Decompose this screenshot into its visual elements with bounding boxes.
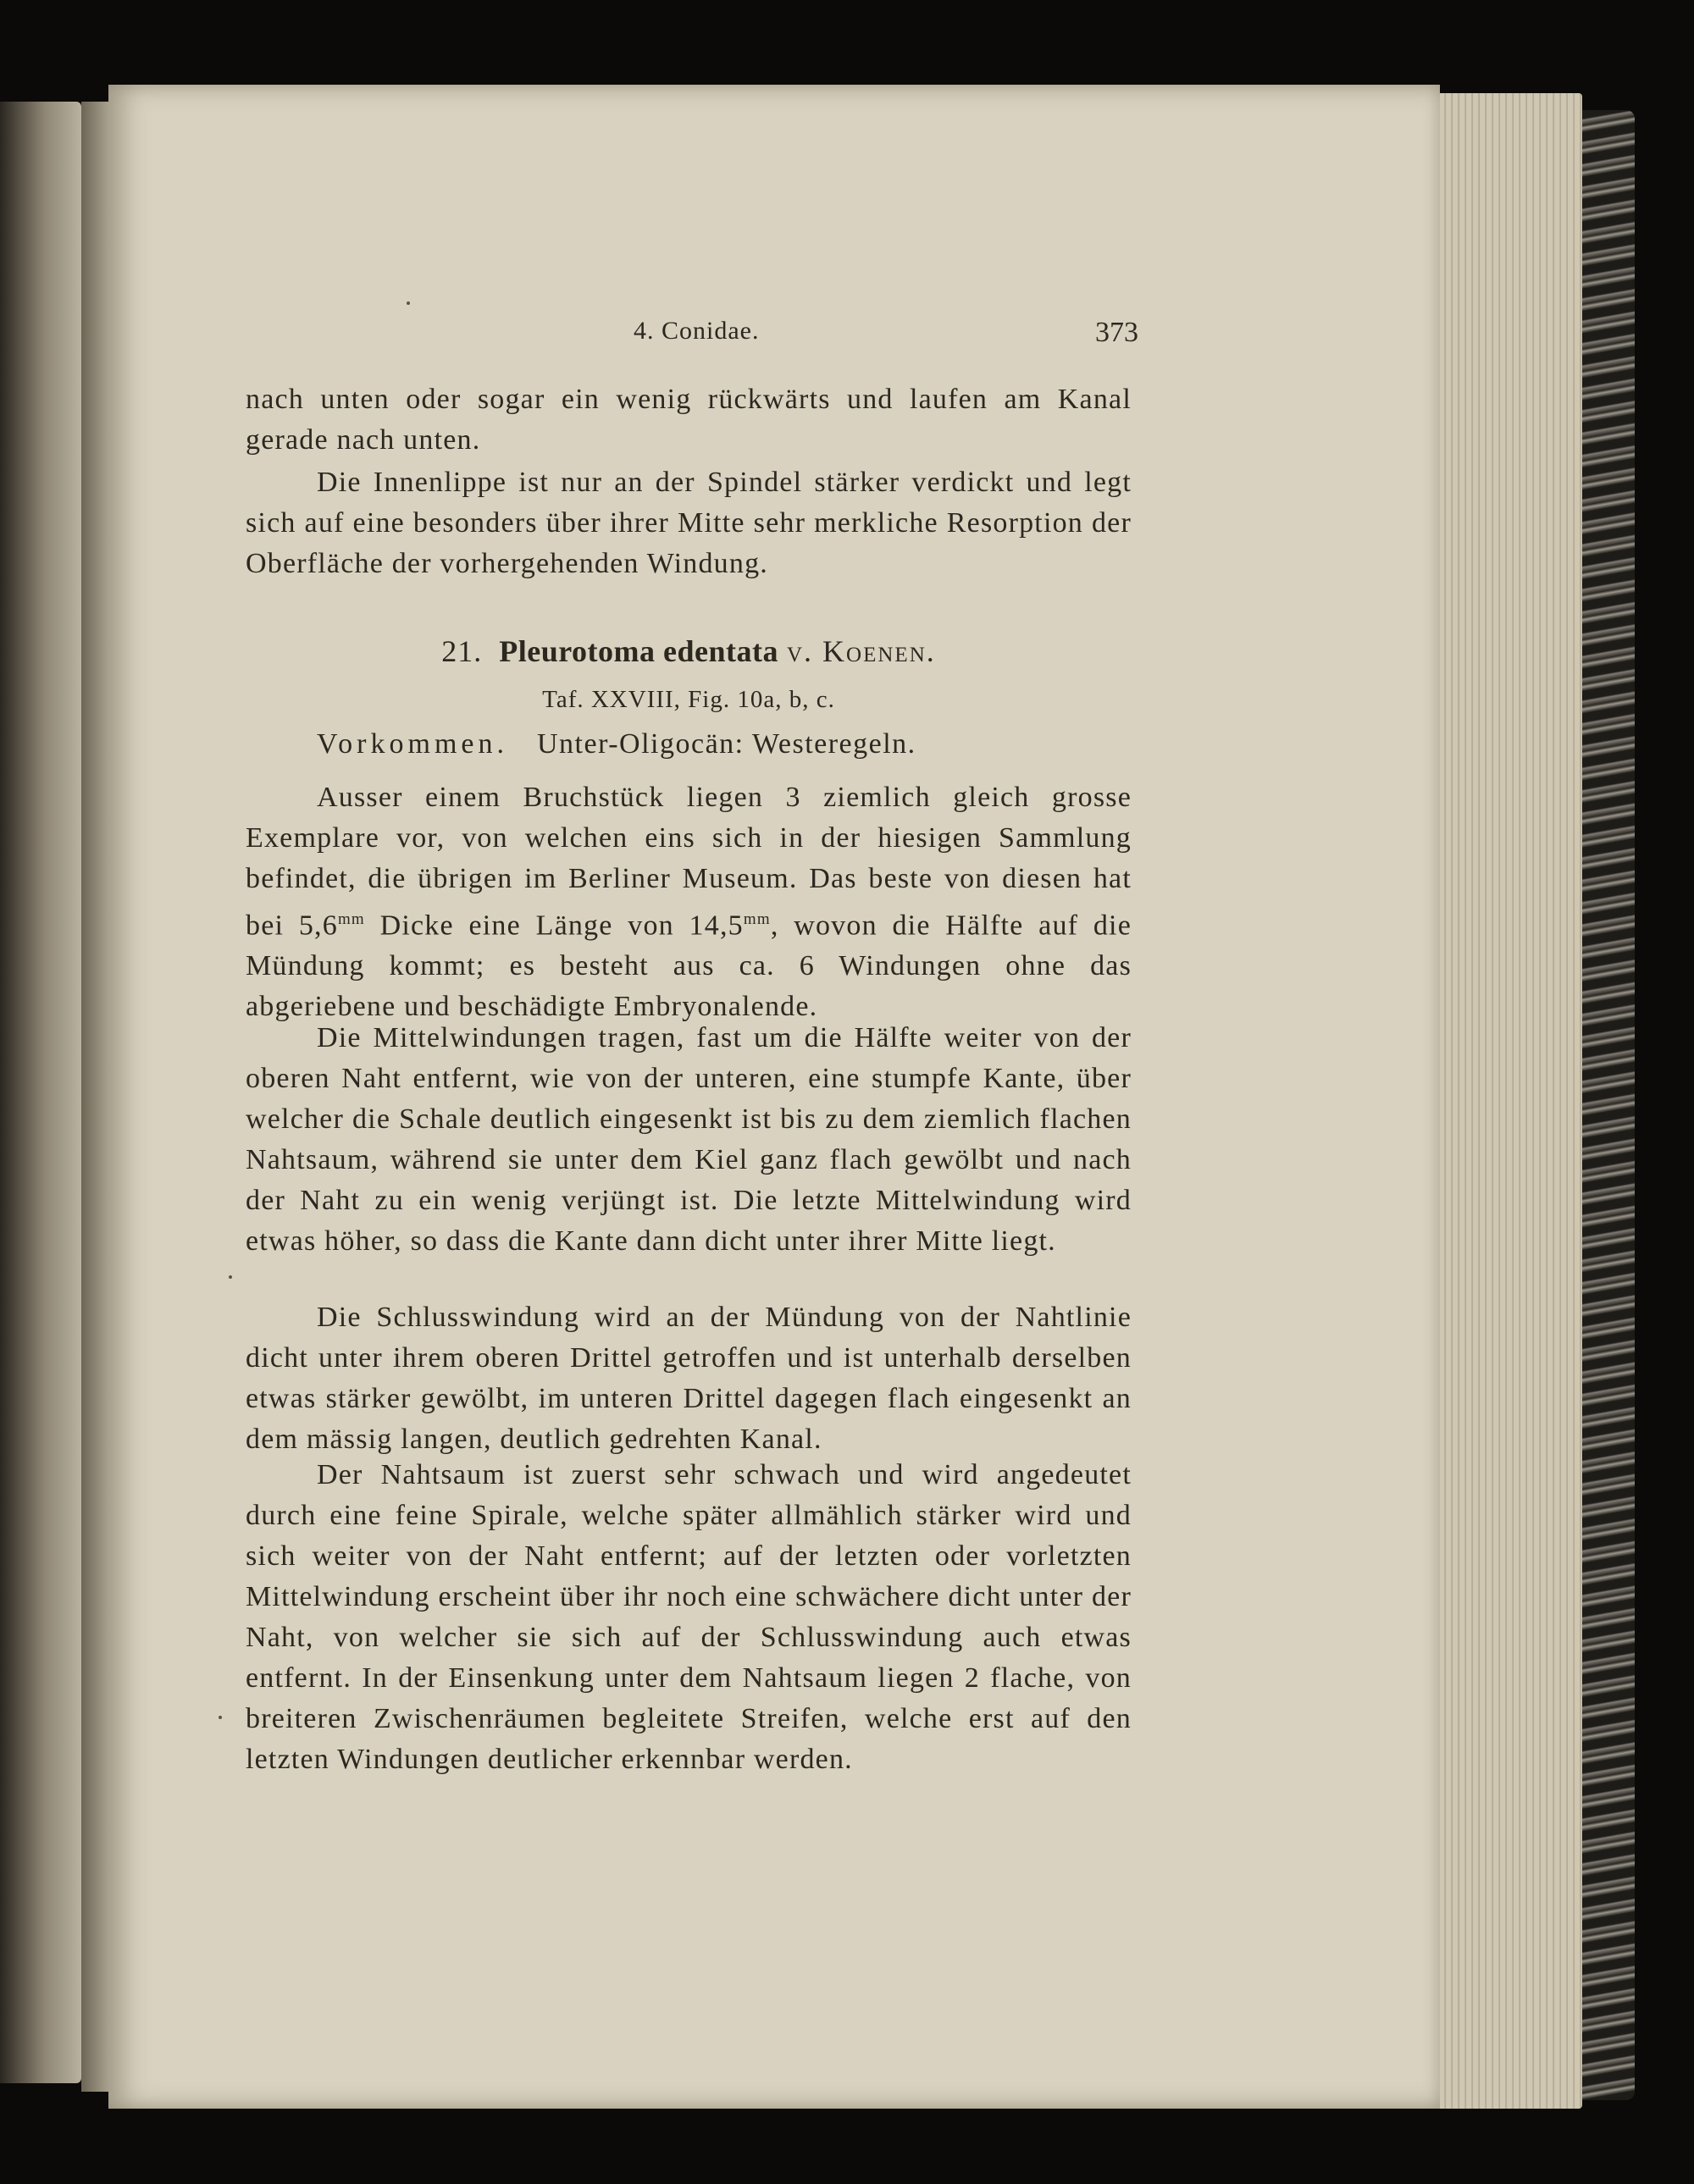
page-header (634, 317, 1142, 356)
paragraph-nahtsaum: Der Nahtsaum ist zuerst sehr schwach und wird angedeutet durch eine feine Spirale, welche später allmählich stärker wird und sich weiter von der Naht entfernt; auf der letzten oder vorletzten Mittelwindung erscheint über ihr noch eine schwächere dicht unter der Naht, von welcher sie sich auf der Schlusswindung auch etwas entfernt. In der Einsenkung unter dem Nahtsaum liegen 2 flache, von breiteren Zwischenräumen begleitete Streifen, welche erst auf den letzten Windungen deutlicher erkennbar werden. (246, 1459, 1132, 1775)
species-author: v. Koenen. (787, 634, 936, 668)
paragraph-innenlippe: Die Innenlippe ist nur an der Spindel stärker verdickt und legt sich auf eine besonders über ihrer Mitte sehr merkliche Resorption der Oberfläche der vorhergehenden Windung. (246, 467, 1132, 579)
unit-superscript: mm (337, 910, 365, 928)
paragraph-specimens (246, 777, 1132, 1027)
paper-speck (229, 1275, 232, 1279)
paper-speck (219, 1716, 222, 1719)
paragraph-specimens-part-2: Dicke eine Länge von 14,5 (364, 910, 744, 942)
occurrence-value: Unter-Oligocän: Westeregeln. (536, 728, 916, 760)
paragraph-specimens-part-1: Ausser einem Bruchstück liegen 3 ziemlich gleich grosse Exemplare vor, von welchen eins sich in der hiesigen Sammlung befindet, die übrigen im Berliner Museum. Das beste von diesen hat bei 5,6 (246, 782, 1132, 942)
paragraph-mittelwindungen: Die Mittelwindungen tragen, fast um die Hälfte weiter von der oberen Naht entfernt, wie von der unteren, eine stumpfe Kante, über welcher die Schale deutlich eingesenkt ist bis zu dem ziemlich flachen Nahtsaum, während sie unter dem Kiel ganz flach gewölbt und nach der Naht zu ein wenig verjüngt ist. Die letzte Mittelwindung wird etwas höher, so dass die Kante dann dicht unter ihrer Mitte liegt. (246, 1022, 1132, 1257)
paragraph-specimens-part-3: , wovon die Hälfte auf die Mündung kommt; es besteht aus ca. 6 Windungen ohne das abgeriebene und beschädigte Embryonalende. (246, 910, 1132, 1023)
paragraph-continuation: nach unten oder sogar ein wenig rückwärts und laufen am Kanal gerade nach unten. (246, 384, 1132, 456)
running-head: 4. Conidae. (634, 317, 760, 345)
page-number: 373 (1095, 317, 1138, 348)
unit-superscript: mm (743, 910, 771, 928)
species-heading (246, 633, 1132, 669)
species-name: Pleurotoma edentata (499, 634, 778, 668)
paragraph-schlusswindung: Die Schlusswindung wird an der Mündung von der Nahtlinie dicht unter ihrem oberen Drittel getroffen und ist unterhalb derselben etwas stärker gewölbt, im unteren Drittel dagegen flach eingesenkt an dem mässig langen, deutlich gedrehten Kanal. (246, 1302, 1132, 1455)
species-number: 21. (441, 634, 483, 668)
occurrence-line (317, 728, 916, 760)
paper-speck (407, 301, 410, 305)
occurrence-label: Vorkommen. (317, 728, 508, 760)
plate-reference: Taf. XXVIII, Fig. 10a, b, c. (542, 686, 835, 713)
